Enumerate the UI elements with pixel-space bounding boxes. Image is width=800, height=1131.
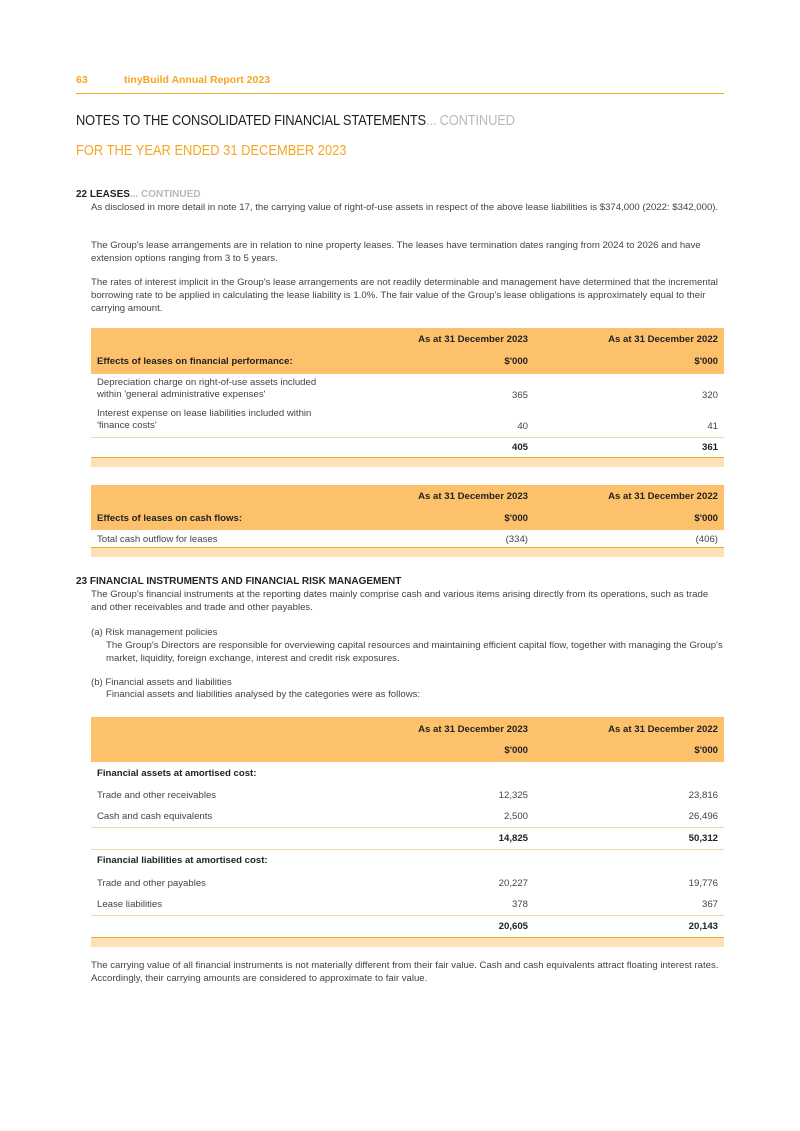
value-2023: 2,500 xyxy=(503,811,528,822)
financial-instruments-table xyxy=(91,717,724,947)
table-header xyxy=(91,328,724,374)
report-title: tinyBuild Annual Report 2023 xyxy=(124,74,271,86)
row-label xyxy=(97,408,311,432)
section-22-para-3: The rates of interest implicit in the Group's lease arrangements are not readily determinable and management have determined that the incremental borrowing rate to be applied in calculating the lease liability is 1.0%. The fair value of the Group's lease obligations is approximately equal to their carrying amount. xyxy=(91,277,718,314)
col-2022-head: As at 31 December 2022 xyxy=(608,334,718,345)
section-22-para-1: As disclosed in more detail in note 17, the carrying value of right-of-use assets in respect of the above lease liabilities is $374,000 (2022: $342,000). xyxy=(91,202,719,213)
list-a-body: The Group's Directors are responsible for overviewing capital resources and maintaining efficient capital flow, together with managing the Group's market, liquidity, foreign exchange, interest and credit risk exposures. xyxy=(106,640,723,664)
list-b-body: Financial assets and liabilities analysed by the categories were as follows: xyxy=(106,689,421,700)
divider xyxy=(91,849,724,850)
liabilities-total-2022: 20,143 xyxy=(688,921,718,932)
divider xyxy=(91,915,724,916)
col-2023-head: As at 31 December 2023 xyxy=(418,491,528,502)
row-label-line-1: Interest expense on lease liabilities included within xyxy=(97,408,312,419)
value-2023: 365 xyxy=(511,390,528,401)
value-2022: 367 xyxy=(701,899,718,910)
value-2023: 12,325 xyxy=(498,790,528,801)
col-2023-head: As at 31 December 2023 xyxy=(418,334,528,345)
section-22-title-text: 22 LEASES xyxy=(76,189,130,200)
page-number: 63 xyxy=(76,74,88,86)
value-2023: (334) xyxy=(505,534,528,545)
value-2022: 26,496 xyxy=(688,811,718,822)
value-2023: 40 xyxy=(517,421,528,432)
assets-heading: Financial assets at amortised cost: xyxy=(97,768,257,779)
unit-2023: $'000 xyxy=(504,513,528,524)
table-footer-band xyxy=(91,938,724,947)
col-2022-head: As at 31 December 2022 xyxy=(608,724,718,735)
row-label: Total cash outflow for leases xyxy=(97,534,218,545)
row-label: Trade and other payables xyxy=(97,878,206,889)
row-label xyxy=(97,377,316,401)
table-footer-band xyxy=(91,458,724,467)
page-header xyxy=(76,74,724,94)
liabilities-heading: Financial liabilities at amortised cost: xyxy=(97,855,268,866)
row-label-line-2: within 'general administrative expenses' xyxy=(97,389,266,400)
value-2022: 320 xyxy=(701,390,718,401)
period-title: FOR THE YEAR ENDED 31 DECEMBER 2023 xyxy=(76,142,347,159)
list-a-label: (a) Risk management policies xyxy=(91,627,218,638)
divider xyxy=(91,437,724,438)
section-23-footer-para: The carrying value of all financial instruments is not materially different from their fair value. Cash and cash equivalents attract floating interest rates. Accordingly, their carrying amounts are considered to approximate to fair value. xyxy=(91,960,719,984)
table-footer-band xyxy=(91,548,724,557)
unit-2023: $'000 xyxy=(504,356,528,367)
col-2022-head: As at 31 December 2022 xyxy=(608,491,718,502)
unit-2022: $'000 xyxy=(694,745,718,756)
value-2022: (406) xyxy=(695,534,718,545)
value-2022: 23,816 xyxy=(688,790,718,801)
value-2023: 20,227 xyxy=(498,878,528,889)
value-2023: 378 xyxy=(511,899,528,910)
table-header xyxy=(91,485,724,530)
section-22-para-2: The Group's lease arrangements are in relation to nine property leases. The leases have termination dates ranging from 2024 to 2026 and have extension options ranging from 3 to 5 years. xyxy=(91,240,701,264)
section-22-continued: ... CONTINUED xyxy=(129,189,201,200)
col-2023-head: As at 31 December 2023 xyxy=(418,724,528,735)
value-2022: 19,776 xyxy=(688,878,718,889)
section-22-title xyxy=(76,189,200,200)
list-b-label: (b) Financial assets and liabilities xyxy=(91,677,232,688)
notes-title-continued: ... CONTINUED xyxy=(426,112,515,129)
notes-title xyxy=(76,112,515,129)
table-label: Effects of leases on cash flows: xyxy=(97,513,243,524)
assets-total-2022: 50,312 xyxy=(688,833,718,844)
notes-title-main: NOTES TO THE CONSOLIDATED FINANCIAL STATEMENTS xyxy=(76,112,427,129)
unit-2022: $'000 xyxy=(694,356,718,367)
total-2023: 405 xyxy=(511,442,528,453)
section-23-title: 23 FINANCIAL INSTRUMENTS AND FINANCIAL RISK MANAGEMENT xyxy=(76,576,402,587)
assets-total-2023: 14,825 xyxy=(498,833,528,844)
row-label: Trade and other receivables xyxy=(97,790,217,801)
unit-2023: $'000 xyxy=(504,745,528,756)
row-label: Cash and cash equivalents xyxy=(97,811,213,822)
liabilities-total-2023: 20,605 xyxy=(498,921,528,932)
lease-performance-table xyxy=(91,328,724,468)
divider xyxy=(91,827,724,828)
lease-cashflow-table xyxy=(91,485,724,558)
table-header xyxy=(91,717,724,762)
row-label-line-2: 'finance costs' xyxy=(97,420,157,431)
table-label: Effects of leases on financial performance: xyxy=(97,356,293,367)
total-2022: 361 xyxy=(701,442,718,453)
row-label: Lease liabilities xyxy=(97,899,163,910)
row-label-line-1: Depreciation charge on right-of-use assets included xyxy=(97,377,317,388)
unit-2022: $'000 xyxy=(694,513,718,524)
value-2022: 41 xyxy=(707,421,718,432)
section-23-intro: The Group's financial instruments at the reporting dates mainly comprise cash and various items arising directly from its operations, such as trade and other receivables and trade and other payables. xyxy=(91,589,709,613)
